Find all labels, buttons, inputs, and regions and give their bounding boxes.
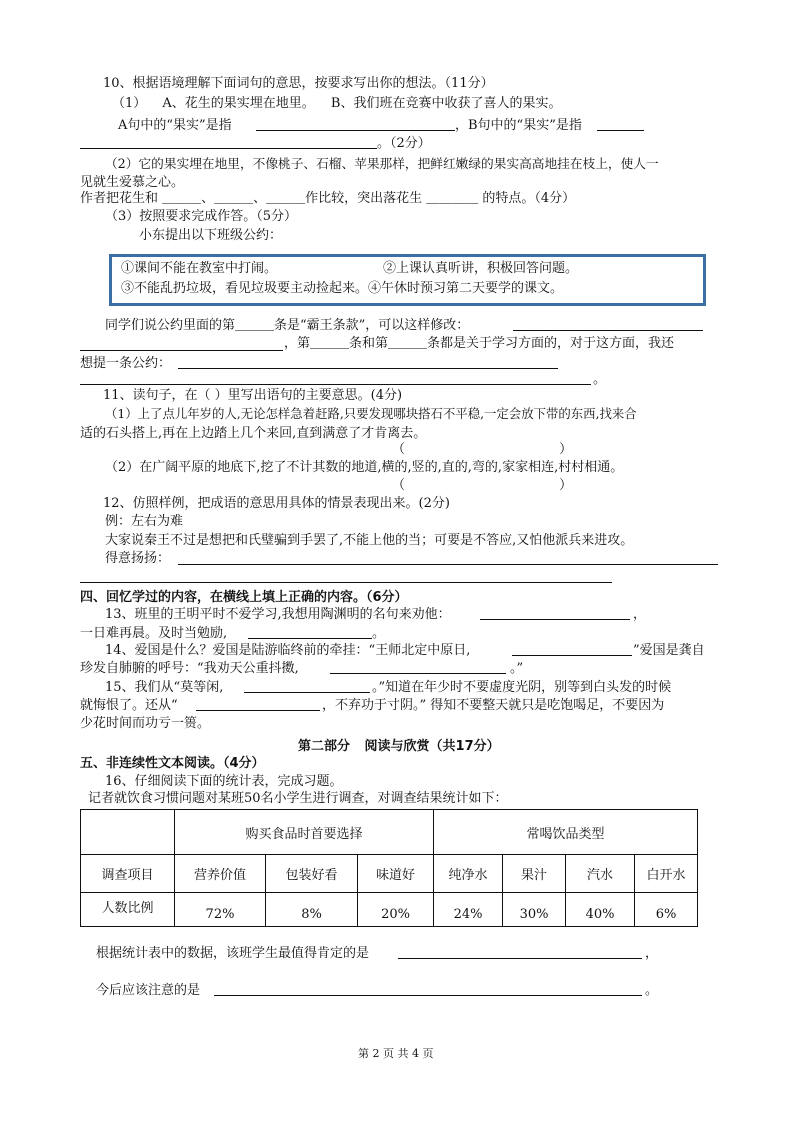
comma: ， xyxy=(633,607,647,622)
answer-line[interactable] xyxy=(330,673,506,674)
answer-line[interactable] xyxy=(480,619,630,620)
answer-line[interactable] xyxy=(597,130,644,131)
answer-line[interactable] xyxy=(196,710,320,711)
table-column-header: 汽水 xyxy=(566,855,635,893)
q10-part1-line: （1） A、花生的果实埋在地里。 B、我们班在竞赛中收获了喜人的果实。 xyxy=(112,96,562,111)
answer-line[interactable] xyxy=(80,148,377,149)
q15-line2-start: 就悔恨了。还从“ xyxy=(80,698,178,713)
table-column-header: 营养价值 xyxy=(175,855,266,893)
answer-line[interactable] xyxy=(178,564,718,565)
section4-title: 四、回忆学过的内容，在横线上填上正确的内容。（6分） xyxy=(80,590,408,605)
table-column-header: 味道好 xyxy=(358,855,434,893)
answer-line[interactable] xyxy=(513,330,703,331)
q15-line2-end: ，不弃功于寸阴。” 得知不要整天就只是吃饱喝足，不要因为 xyxy=(322,698,665,713)
table-column-header: 包装好看 xyxy=(266,855,358,893)
answer-line[interactable] xyxy=(248,638,372,639)
q12-text: 大家说秦王不过是想把和氏璧骗到手罢了,不能上他的当；可要是不答应,又怕他派兵来进攻。 xyxy=(105,533,634,548)
table-cell: 40% xyxy=(566,893,635,927)
q13-line1: 13、班里的王明平时不爱学习,我想用陶渊明的名句来劝他： xyxy=(105,607,451,622)
period: 。 xyxy=(372,626,386,641)
q10-part2-line1: （2）它的果实埋在地里，不像桃子、石榴、苹果那样，把鲜红嫩绿的果实高高地挂在枝上，使人一 xyxy=(105,156,659,171)
q12-title: 12、仿照样例，把成语的意思用具体的情景表现出来。(2分) xyxy=(103,496,450,511)
q11-title: 11、读句子，在（ ）里写出语句的主要意思。(4分) xyxy=(103,388,403,403)
q10-part1-score: 。（2分） xyxy=(377,136,431,151)
q14-line2-end: 。” xyxy=(510,661,524,676)
table-cell: 30% xyxy=(503,893,566,927)
q10-part1-b: ，B句中的“果实”是指 xyxy=(455,118,582,133)
q15-line3: 少花时间而功亏一篑。 xyxy=(80,716,211,731)
page-footer: 第 2 页 共 4 页 xyxy=(358,1047,434,1060)
rule-3-4: ③不能乱扔垃圾，看见垃圾要主动捡起来。④午休时预习第二天要学的课文。 xyxy=(121,281,564,296)
part2-title: 第二部分 阅读与欣赏（共17分） xyxy=(298,739,500,754)
table-column-header: 果汁 xyxy=(503,855,566,893)
table-cell: 6% xyxy=(635,893,698,927)
answer-line[interactable] xyxy=(244,692,370,693)
answer-line[interactable] xyxy=(214,995,642,996)
answer-line[interactable] xyxy=(80,384,591,385)
table-corner-cell xyxy=(81,810,175,855)
survey-intro: 记者就饮食习惯问题对某班50名小学生进行调查，对调查结果统计如下： xyxy=(88,791,508,806)
table-cell: 24% xyxy=(434,893,503,927)
section5-title: 五、非连续性文本阅读。（4分） xyxy=(80,756,265,771)
survey-table xyxy=(80,809,698,927)
answer-paren[interactable]: （ ） xyxy=(392,442,573,457)
q11-sentence1-line1: （1）上了点儿年岁的人,无论怎样急着赶路,只要发现哪块搭石不平稳,一定会放下带的东西,找来合 xyxy=(105,406,637,421)
answer-line[interactable] xyxy=(256,130,455,131)
period: 。 xyxy=(593,372,607,387)
table-group-header: 购买食品时首要选择 xyxy=(175,810,434,855)
table-row-header: 调查项目 xyxy=(81,855,175,893)
q15-line1-start: 15、我们从“莫等闲, xyxy=(105,680,224,695)
q10-part3-intro: 小东提出以下班级公约： xyxy=(139,228,283,243)
q16-question-b: 今后应该注意的是 xyxy=(96,983,201,998)
q16-title: 16、仔细阅读下面的统计表，完成习题。 xyxy=(105,774,343,789)
table-cell: 20% xyxy=(358,893,434,927)
table-group-header: 常喝饮品类型 xyxy=(434,810,698,855)
q11-sentence2: （2）在广阔平原的地底下,挖了不计其数的地道,横的,竖的,直的,弯的,家家相连,村村相通。 xyxy=(105,460,624,475)
answer-line[interactable] xyxy=(398,958,642,959)
rule-1: ①课间不能在教室中打闹。 xyxy=(121,261,278,276)
rule-2: ②上课认真听讲，积极回答问题。 xyxy=(383,261,579,276)
q10-part3-q1: 同学们说公约里面的第＿＿＿条是“霸王条款”，可以这样修改： xyxy=(105,318,470,333)
q10-part1-a: A句中的“果实”是指 xyxy=(118,118,232,133)
answer-line[interactable] xyxy=(80,582,612,583)
q10-title: 10、根据语境理解下面词句的意思，按要求写出你的想法。（11分） xyxy=(103,76,494,91)
table-column-header: 纯净水 xyxy=(434,855,503,893)
table-cell: 72% xyxy=(175,893,266,927)
q11-sentence1-line2: 适的石头搭上,再在上边踏上几个来回,直到满意了才肯离去。 xyxy=(80,426,427,441)
q13-line2: 一日难再晨。及时当勉励, xyxy=(80,626,228,641)
q14-line2: 珍发自肺腑的呼号：“我劝天公重抖擞, xyxy=(80,661,299,676)
q16-question-a: 根据统计表中的数据，该班学生最值得肯定的是 xyxy=(96,946,370,961)
q10-part2-line2: 见就生爱慕之心。 xyxy=(80,175,185,190)
period: 。 xyxy=(645,983,659,998)
answer-line[interactable] xyxy=(512,655,632,656)
table-column-header: 白开水 xyxy=(635,855,698,893)
q10-part2-question: 作者把花生和 ＿＿＿、＿＿＿、＿＿＿作比较，突出落花生 ＿＿＿＿ 的特点。（4分） xyxy=(80,191,576,206)
q10-part3-q3: 想提一条公约： xyxy=(80,356,172,371)
table-cell: 8% xyxy=(266,893,358,927)
table-row-label: 人数比例 xyxy=(81,893,175,927)
q15-line1-end: 。”知道在年少时不要虚度光阴，别等到白头发的时候 xyxy=(372,680,672,695)
answer-line[interactable] xyxy=(80,350,283,351)
q14-line1: 14、爱国是什么？爱国是陆游临终前的牵挂：“王师北定中原日, xyxy=(105,643,471,658)
comma: ， xyxy=(645,946,659,961)
q12-example: 例：左右为难 xyxy=(105,514,184,529)
q12-question: 得意扬扬： xyxy=(105,551,171,566)
answer-line[interactable] xyxy=(178,368,558,369)
q10-part3-title: （3）按照要求完成作答。（5分） xyxy=(105,209,298,224)
q14-line1-end: ”爱国是龚自 xyxy=(633,643,705,658)
q10-part3-q2: ，第＿＿＿条和第＿＿＿条都是关于学习方面的，对于这方面，我还 xyxy=(284,336,675,351)
answer-paren[interactable]: （ ） xyxy=(392,478,573,493)
